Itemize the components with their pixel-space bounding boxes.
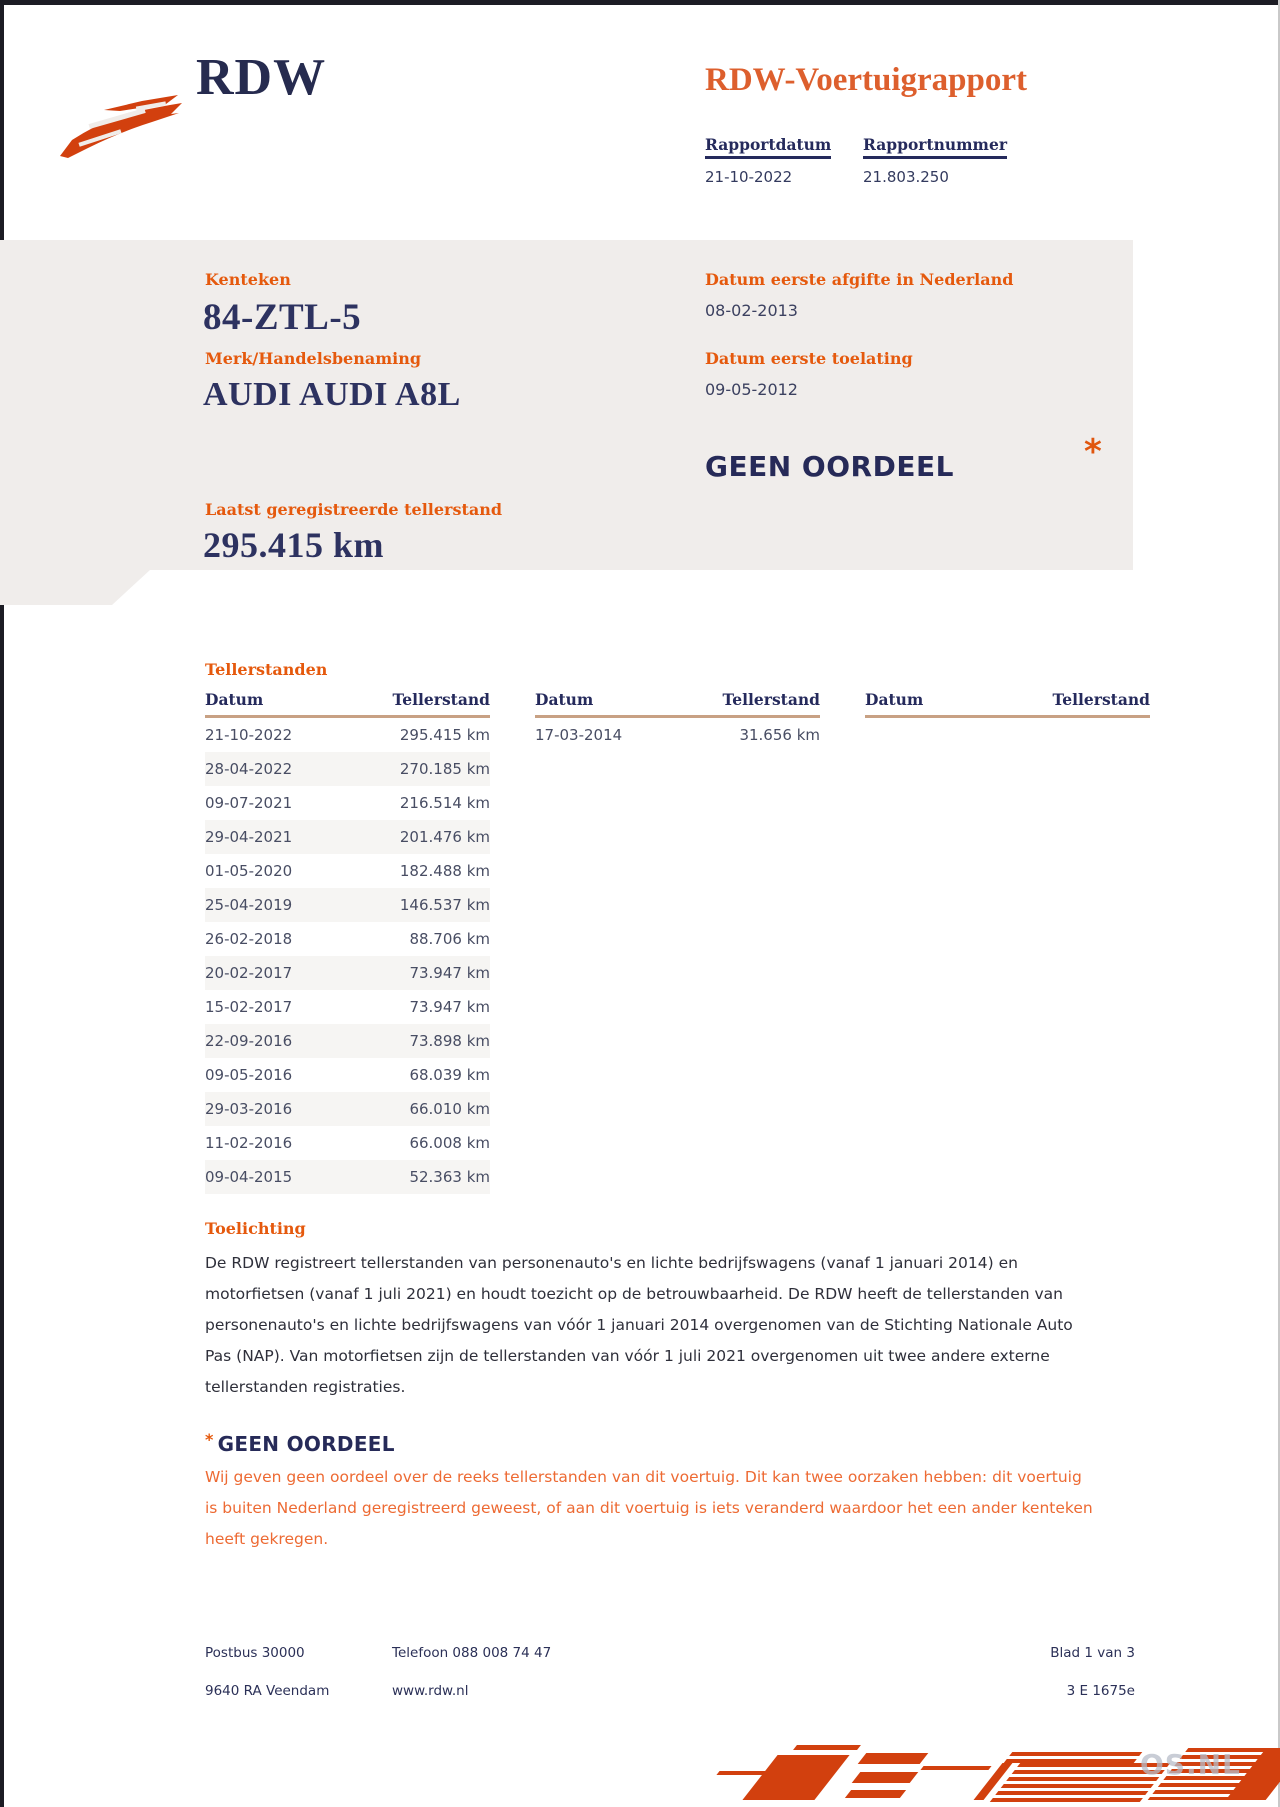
- afgifte-value: 08-02-2013: [705, 301, 798, 320]
- table-row: [205, 854, 490, 888]
- tellerstand-value: 295.415 km: [203, 525, 385, 565]
- page-title: RDW-Voertuigrapport: [705, 62, 1028, 98]
- odometer-column-2: [535, 690, 820, 752]
- toelichting-title: Toelichting: [205, 1219, 306, 1238]
- report-date-label: Rapportdatum: [705, 135, 831, 159]
- verdict-asterisk-small: *: [205, 1430, 214, 1449]
- toelating-label: Datum eerste toelating: [705, 349, 913, 368]
- odometer-section-title: Tellerstanden: [205, 660, 328, 679]
- odometer-date: 28-04-2022: [205, 760, 293, 778]
- value-column-header: Tellerstand: [392, 690, 490, 709]
- report-number-value: 21.803.250: [863, 168, 949, 186]
- date-column-header: Datum: [535, 690, 594, 709]
- odometer-rows: [535, 718, 820, 752]
- odometer-column-3: [865, 690, 1150, 718]
- table-row: [205, 956, 490, 990]
- odometer-value: 66.010 km: [409, 1100, 490, 1118]
- value-column-header: Tellerstand: [722, 690, 820, 709]
- table-row: [535, 718, 820, 752]
- toelichting-body: De RDW registreert tellerstanden van personenauto's en lichte bedrijfswagens (vanaf 1 januari 2014) en motorfietsen (vanaf 1 juli 2021) en houdt toezicht op de betrouwbaarheid. De RDW heeft de tellerstanden van personenauto's en lichte bedrijfswagens van vóór 1 januari 2014 overgenomen van de Stichting Nationale Auto Pas (NAP). Van motorfietsen zijn de tellerstanden van vóór 1 juli 2021 overgenomen uit twee andere externe tellerstanden registraties.: [205, 1254, 1073, 1396]
- table-row: [205, 820, 490, 854]
- odometer-column-header: [535, 690, 820, 718]
- odometer-date: 11-02-2016: [205, 1134, 293, 1152]
- table-row: [205, 990, 490, 1024]
- odometer-date: 17-03-2014: [535, 726, 623, 744]
- odometer-value: 73.947 km: [409, 998, 490, 1016]
- table-row: [205, 922, 490, 956]
- table-row: [205, 888, 490, 922]
- odometer-value: 216.514 km: [399, 794, 490, 812]
- odometer-value: 182.488 km: [399, 862, 490, 880]
- value-column-header: Tellerstand: [1052, 690, 1150, 709]
- date-column-header: Datum: [205, 690, 264, 709]
- table-row: [205, 1058, 490, 1092]
- toelating-value: 09-05-2012: [705, 380, 798, 399]
- odometer-date: 22-09-2016: [205, 1032, 293, 1050]
- odometer-date: 09-05-2016: [205, 1066, 293, 1084]
- odometer-value: 66.008 km: [409, 1134, 490, 1152]
- verdict-explanation-body: Wij geven geen oordeel over de reeks tellerstanden van dit voertuig. Dit kan twee oorzaken hebben: dit voertuig is buiten Nederland geregistreerd geweest, of aan dit voertuig is iets veranderd waardoor het een ander kenteken heeft gekregen.: [205, 1468, 1093, 1548]
- odometer-value: 201.476 km: [399, 828, 490, 846]
- report-date-value: 21-10-2022: [705, 168, 793, 186]
- odometer-date: 01-05-2020: [205, 862, 293, 880]
- page-border-top: [0, 0, 1280, 5]
- footer-address-line1: Postbus 30000: [205, 1645, 305, 1661]
- verdict-text: GEEN OORDEEL: [705, 450, 954, 483]
- odometer-column-header: [865, 690, 1150, 718]
- footer-address-line2: 9640 RA Veendam: [205, 1683, 330, 1699]
- odometer-value: 68.039 km: [409, 1066, 490, 1084]
- odometer-value: 73.947 km: [409, 964, 490, 982]
- footer-page-number: Blad 1 van 3: [1050, 1645, 1135, 1661]
- vehicle-summary-panel: [0, 240, 1133, 605]
- merk-value: AUDI AUDI A8L: [203, 376, 461, 413]
- report-number-label: Rapportnummer: [863, 135, 1007, 159]
- odometer-date: 21-10-2022: [205, 726, 293, 744]
- kenteken-label: Kenteken: [205, 270, 291, 289]
- odometer-value: 146.537 km: [399, 896, 490, 914]
- footer-phone: Telefoon 088 008 74 47: [392, 1645, 552, 1661]
- rdw-logo-icon: [58, 80, 186, 158]
- odometer-column-header: [205, 690, 490, 718]
- rdw-logo-text: RDW: [196, 49, 327, 106]
- odometer-date: 15-02-2017: [205, 998, 293, 1016]
- odometer-value: 295.415 km: [399, 726, 490, 744]
- odometer-date: 29-04-2021: [205, 828, 293, 846]
- odometer-value: 73.898 km: [409, 1032, 490, 1050]
- table-row: [205, 1126, 490, 1160]
- footer-form-code: 3 E 1675e: [1066, 1683, 1135, 1699]
- odometer-value: 88.706 km: [409, 930, 490, 948]
- verdict-asterisk: *: [1084, 432, 1102, 472]
- table-row: [205, 1024, 490, 1058]
- odometer-date: 20-02-2017: [205, 964, 293, 982]
- odometer-date: 25-04-2019: [205, 896, 293, 914]
- verdict-explanation-heading: [205, 1430, 395, 1456]
- table-row: [205, 752, 490, 786]
- tellerstand-label: Laatst geregistreerde tellerstand: [205, 500, 503, 519]
- watermark-text: OS.NL: [1140, 1748, 1241, 1781]
- odometer-date: 09-07-2021: [205, 794, 293, 812]
- odometer-rows: [205, 718, 490, 1194]
- date-column-header: Datum: [865, 690, 924, 709]
- odometer-date: 26-02-2018: [205, 930, 293, 948]
- odometer-value: 270.185 km: [399, 760, 490, 778]
- odometer-value: 52.363 km: [409, 1168, 490, 1186]
- kenteken-value: 84-ZTL-5: [203, 297, 362, 338]
- odometer-column-1: [205, 690, 490, 1194]
- table-row: [205, 786, 490, 820]
- merk-label: Merk/Handelsbenaming: [205, 349, 422, 368]
- odometer-date: 09-04-2015: [205, 1168, 293, 1186]
- verdict-heading-text: GEEN OORDEEL: [217, 1432, 395, 1456]
- afgifte-label: Datum eerste afgifte in Nederland: [705, 270, 1014, 289]
- footer-website: www.rdw.nl: [392, 1683, 469, 1699]
- odometer-value: 31.656 km: [739, 726, 820, 744]
- odometer-date: 29-03-2016: [205, 1100, 293, 1118]
- table-row: [205, 1160, 490, 1194]
- table-row: [205, 1092, 490, 1126]
- table-row: [205, 718, 490, 752]
